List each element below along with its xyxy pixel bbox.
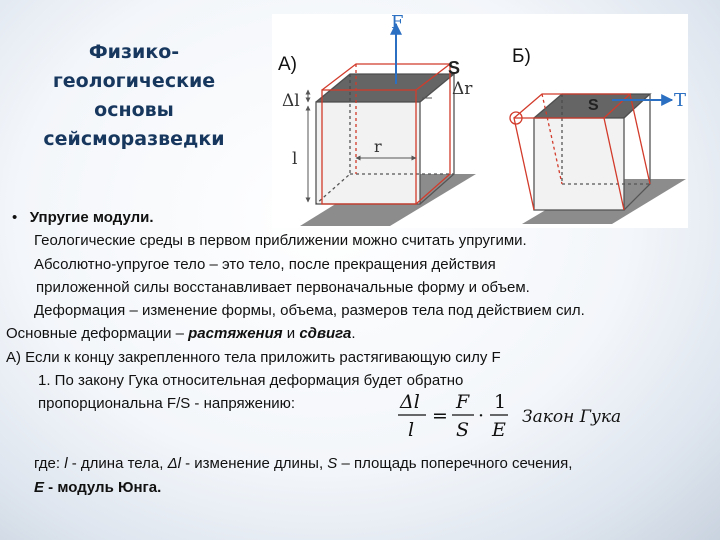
formula-den-left: l [408,419,415,442]
hooke-line [6,392,716,444]
title-line: сейсморазведки [43,128,225,150]
slide-title [18,38,250,154]
bullet-marker: • [12,209,18,226]
paragraph-young [6,476,716,499]
title-line: основы [94,99,174,121]
paragraph-absolute-elastic-a: Абсолютно-упругое тело – это тело, после прекращения действия [34,255,496,273]
hooke-formula [394,388,634,444]
title-line: Физико- [88,41,180,63]
text-fragment: . [351,325,356,343]
text-fragment: Основные деформации – [6,325,189,343]
area-s-label-a: S [448,58,461,78]
heading-text: Упругие модули. [29,209,154,226]
text-fragment: – площадь поперечного сечения, [337,455,573,473]
length-l-label: l [292,149,298,169]
formula-den-right: E [492,419,506,442]
symbol-delta-l: Δl [167,455,181,473]
symbol-e: E [34,478,45,496]
formula-num-right: 1 [494,391,507,414]
bullet-heading [6,206,716,229]
force-t-label: T [674,90,687,111]
term-tension: растяжения [188,325,283,343]
symbol-l: l [64,455,68,473]
formula-num-left: Δl [400,391,420,414]
formula-equals: = [432,405,448,428]
text-fragment: где: [34,455,65,473]
label-a: А) [278,54,297,75]
deformation-figure [272,14,688,228]
paragraph-where [6,452,716,475]
paragraph-force-applied: А) Если к концу закрепленного тела приложить растягивающую силу F [6,348,501,366]
force-f-label: F [391,14,404,33]
area-s-label-b: S [588,97,599,114]
formula-dot: · [478,405,485,428]
paragraph-hooke-b: пропорциональна F/S - напряжению: [38,395,296,413]
delta-l-label: Δl [282,91,300,111]
formula-caption: Закон Гука [522,407,622,428]
paragraph-main-deformations [6,322,716,345]
young-modulus-text: - модуль Юнга. [44,478,162,496]
formula-den-mid: S [456,419,470,442]
text-fragment: - длина тела, [67,455,168,473]
paragraph-elastic-media: Геологические среды в первом приближении можно считать упругими. [34,232,527,250]
deformation-diagram [272,14,688,228]
text-fragment: - изменение длины, [180,455,328,473]
text-fragment: и [282,325,300,343]
slide-body [6,206,716,499]
radius-r-label: r [374,137,382,156]
symbol-s: S [327,455,338,473]
label-b: Б) [512,46,531,67]
title-line: геологические [52,70,216,92]
paragraph-hooke-a: 1. По закону Гука относительная деформация будет обратно [38,372,464,390]
term-shear: сдвига [299,325,352,343]
paragraph-absolute-elastic-b: приложенной силы восстанавливает первоначальные форму и объем. [36,278,530,296]
delta-r-label: Δr [452,79,473,99]
formula-num-mid: F [456,391,470,414]
paragraph-deformation: Деформация – изменение формы, объема, размеров тела под действием сил. [34,302,585,320]
